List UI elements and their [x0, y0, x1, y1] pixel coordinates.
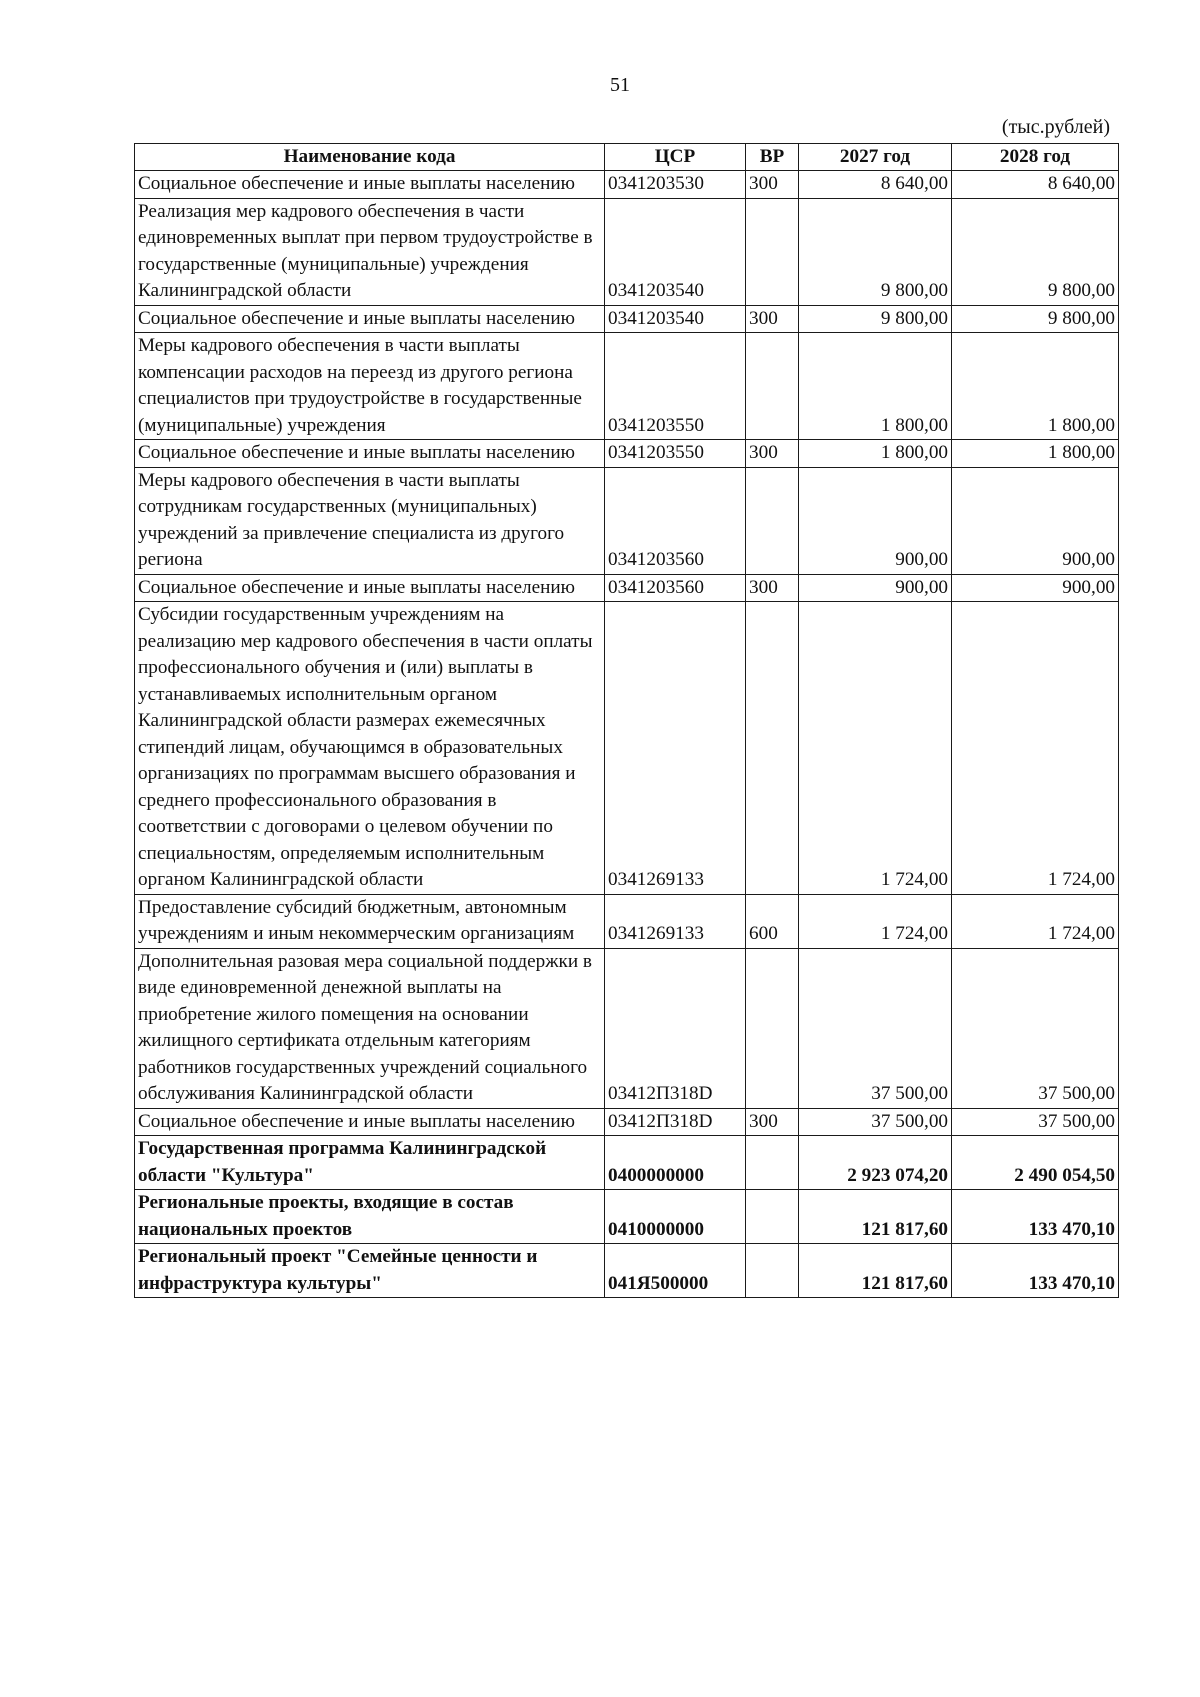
row-csr: 0341269133 — [605, 602, 746, 895]
header-csr: ЦСР — [605, 144, 746, 171]
row-vr: 300 — [746, 574, 799, 602]
header-vr: ВР — [746, 144, 799, 171]
row-name: Меры кадрового обеспечения в части выплаты компенсации расходов на переезд из другого региона специалистов при трудоустройстве в государственные (муниципальные) учреждения — [135, 333, 605, 440]
row-vr — [746, 1244, 799, 1298]
row-csr: 041Я500000 — [605, 1244, 746, 1298]
row-2028: 1 800,00 — [952, 333, 1119, 440]
row-vr — [746, 948, 799, 1108]
row-2027: 2 923 074,20 — [799, 1136, 952, 1190]
row-vr — [746, 602, 799, 895]
row-2027: 121 817,60 — [799, 1244, 952, 1298]
row-2027: 9 800,00 — [799, 198, 952, 305]
budget-table — [134, 143, 1119, 1298]
row-2027: 9 800,00 — [799, 305, 952, 333]
row-vr: 300 — [746, 171, 799, 199]
row-csr: 03412П318D — [605, 948, 746, 1108]
row-2028: 8 640,00 — [952, 171, 1119, 199]
row-csr: 0341203540 — [605, 305, 746, 333]
unit-note: (тыс.рублей) — [1001, 116, 1110, 138]
row-2027: 37 500,00 — [799, 948, 952, 1108]
table-row — [135, 305, 1119, 333]
row-vr — [746, 1190, 799, 1244]
row-vr: 300 — [746, 1108, 799, 1136]
row-name: Социальное обеспечение и иные выплаты населению — [135, 305, 605, 333]
row-name: Реализация мер кадрового обеспечения в части единовременных выплат при первом трудоустройстве в государственные (муниципальные) учреждения Калининградской области — [135, 198, 605, 305]
row-2027: 900,00 — [799, 574, 952, 602]
table-row-program — [135, 1190, 1119, 1244]
row-2028: 37 500,00 — [952, 948, 1119, 1108]
page-number: 51 — [610, 74, 630, 96]
row-2027: 1 724,00 — [799, 602, 952, 895]
row-2028: 133 470,10 — [952, 1244, 1119, 1298]
row-2027: 1 800,00 — [799, 440, 952, 468]
row-vr: 600 — [746, 894, 799, 948]
row-name: Социальное обеспечение и иные выплаты населению — [135, 171, 605, 199]
row-name: Дополнительная разовая мера социальной поддержки в виде единовременной денежной выплаты на приобретение жилого помещения на основании жилищного сертификата отдельным категориям работников государственных учреждений социального обслуживания Калининградской области — [135, 948, 605, 1108]
row-vr: 300 — [746, 440, 799, 468]
row-name: Региональные проекты, входящие в состав национальных проектов — [135, 1190, 605, 1244]
header-2027: 2027 год — [799, 144, 952, 171]
row-name: Государственная программа Калининградской области "Культура" — [135, 1136, 605, 1190]
row-csr: 0341203550 — [605, 333, 746, 440]
row-vr — [746, 1136, 799, 1190]
row-name: Меры кадрового обеспечения в части выплаты сотрудникам государственных (муниципальных) учреждений за привлечение специалиста из другого региона — [135, 467, 605, 574]
row-csr: 0341203560 — [605, 574, 746, 602]
row-2028: 1 800,00 — [952, 440, 1119, 468]
table-row — [135, 171, 1119, 199]
row-2027: 900,00 — [799, 467, 952, 574]
table-row-program — [135, 1244, 1119, 1298]
row-2027: 121 817,60 — [799, 1190, 952, 1244]
table-row — [135, 948, 1119, 1108]
row-csr: 0341203550 — [605, 440, 746, 468]
row-name: Предоставление субсидий бюджетным, автономным учреждениям и иным некоммерческим организациям — [135, 894, 605, 948]
row-csr: 0410000000 — [605, 1190, 746, 1244]
row-name: Социальное обеспечение и иные выплаты населению — [135, 574, 605, 602]
row-2028: 900,00 — [952, 467, 1119, 574]
row-csr: 0341203560 — [605, 467, 746, 574]
row-csr: 0341269133 — [605, 894, 746, 948]
row-2028: 9 800,00 — [952, 305, 1119, 333]
row-vr — [746, 333, 799, 440]
row-vr — [746, 198, 799, 305]
row-2028: 1 724,00 — [952, 894, 1119, 948]
table-row — [135, 467, 1119, 574]
row-2028: 133 470,10 — [952, 1190, 1119, 1244]
row-2027: 37 500,00 — [799, 1108, 952, 1136]
table-row — [135, 333, 1119, 440]
row-csr: 0341203540 — [605, 198, 746, 305]
table-row — [135, 894, 1119, 948]
row-csr: 03412П318D — [605, 1108, 746, 1136]
table-row — [135, 198, 1119, 305]
row-name: Социальное обеспечение и иные выплаты населению — [135, 440, 605, 468]
row-2027: 1 724,00 — [799, 894, 952, 948]
table-header-row — [135, 144, 1119, 171]
row-vr — [746, 467, 799, 574]
table-row — [135, 1108, 1119, 1136]
row-name: Субсидии государственным учреждениям на реализацию мер кадрового обеспечения в части оплаты профессионального обучения и (или) выплаты в устанавливаемых исполнительным органом Калининградской области размерах ежемесячных стипендий лицам, обучающимся в образовательных организациях по программам высшего образования и среднего профессионального образования в соответствии с договорами о целевом обучении по специальностям, определяемым исполнительным органом Калининградской области — [135, 602, 605, 895]
row-2027: 8 640,00 — [799, 171, 952, 199]
row-2028: 9 800,00 — [952, 198, 1119, 305]
row-2028: 37 500,00 — [952, 1108, 1119, 1136]
row-csr: 0341203530 — [605, 171, 746, 199]
table-row — [135, 574, 1119, 602]
row-vr: 300 — [746, 305, 799, 333]
table-row — [135, 440, 1119, 468]
table-row-program — [135, 1136, 1119, 1190]
row-name: Региональный проект "Семейные ценности и инфраструктура культуры" — [135, 1244, 605, 1298]
row-csr: 0400000000 — [605, 1136, 746, 1190]
row-2028: 900,00 — [952, 574, 1119, 602]
row-2027: 1 800,00 — [799, 333, 952, 440]
row-name: Социальное обеспечение и иные выплаты населению — [135, 1108, 605, 1136]
row-2028: 2 490 054,50 — [952, 1136, 1119, 1190]
table-row — [135, 602, 1119, 895]
header-2028: 2028 год — [952, 144, 1119, 171]
header-name: Наименование кода — [135, 144, 605, 171]
row-2028: 1 724,00 — [952, 602, 1119, 895]
